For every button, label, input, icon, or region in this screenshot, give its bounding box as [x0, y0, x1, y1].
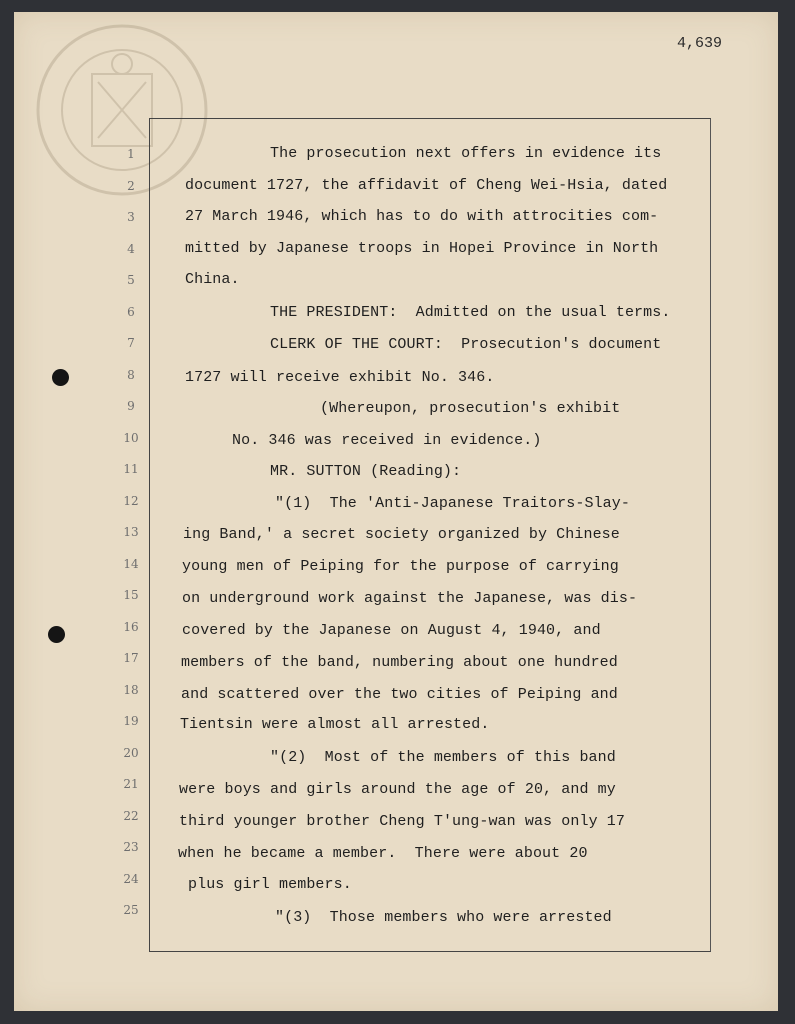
- line-number: 10: [123, 431, 139, 445]
- text-line: mitted by Japanese troops in Hopei Province in North: [185, 240, 659, 257]
- line-number: 3: [127, 210, 135, 224]
- text-line: members of the band, numbering about one hundred: [181, 654, 618, 671]
- text-line: No. 346 was received in evidence.): [232, 432, 542, 449]
- binder-hole-bottom: [48, 626, 65, 643]
- binder-hole-top: [52, 369, 69, 386]
- text-line: The prosecution next offers in evidence its: [270, 145, 662, 162]
- text-line: plus girl members.: [188, 876, 352, 893]
- text-line: "(2) Most of the members of this band: [270, 749, 616, 766]
- line-number: 2: [127, 179, 135, 193]
- text-line: Tientsin were almost all arrested.: [180, 716, 490, 733]
- line-number: 13: [123, 525, 139, 539]
- text-line: young men of Peiping for the purpose of carrying: [182, 558, 619, 575]
- text-line: on underground work against the Japanese, was dis-: [182, 590, 638, 607]
- text-line: China.: [185, 271, 240, 288]
- text-line: "(1) The 'Anti-Japanese Traitors-Slay-: [275, 495, 630, 512]
- text-line: when he became a member. There were about 20: [178, 845, 588, 862]
- text-line: THE PRESIDENT: Admitted on the usual terms.: [270, 304, 671, 321]
- line-number: 4: [127, 242, 135, 256]
- line-number: 5: [127, 273, 135, 287]
- page-number: 4,639: [677, 35, 723, 52]
- text-line: CLERK OF THE COURT: Prosecution's document: [270, 336, 662, 353]
- line-number: 9: [127, 399, 135, 413]
- line-number: 25: [123, 903, 139, 917]
- line-number: 24: [123, 872, 139, 886]
- line-number: 20: [123, 746, 139, 760]
- text-line: document 1727, the affidavit of Cheng Wei-Hsia, dated: [185, 177, 668, 194]
- line-number: 7: [127, 336, 135, 350]
- line-number: 11: [123, 462, 139, 476]
- text-line: "(3) Those members who were arrested: [275, 909, 612, 926]
- text-line: ing Band,' a secret society organized by Chinese: [183, 526, 620, 543]
- text-line: third younger brother Cheng T'ung-wan was only 17: [179, 813, 625, 830]
- line-number: 23: [123, 840, 139, 854]
- text-line: were boys and girls around the age of 20, and my: [179, 781, 616, 798]
- text-line: covered by the Japanese on August 4, 1940, and: [182, 622, 601, 639]
- line-number: 21: [123, 777, 139, 791]
- text-line: (Whereupon, prosecution's exhibit: [320, 400, 621, 417]
- line-number: 17: [123, 651, 139, 665]
- line-number: 8: [127, 368, 135, 382]
- text-line: 27 March 1946, which has to do with attrocities com-: [185, 208, 659, 225]
- text-line: MR. SUTTON (Reading):: [270, 463, 462, 480]
- line-number: 14: [123, 557, 139, 571]
- line-number: 12: [123, 494, 139, 508]
- text-line: 1727 will receive exhibit No. 346.: [185, 369, 495, 386]
- line-number: 16: [123, 620, 139, 634]
- line-number: 18: [123, 683, 139, 697]
- line-number: 22: [123, 809, 139, 823]
- line-number: 15: [123, 588, 139, 602]
- line-number: 1: [127, 147, 135, 161]
- line-number: 6: [127, 305, 135, 319]
- line-number: 19: [123, 714, 139, 728]
- text-line: and scattered over the two cities of Peiping and: [181, 686, 618, 703]
